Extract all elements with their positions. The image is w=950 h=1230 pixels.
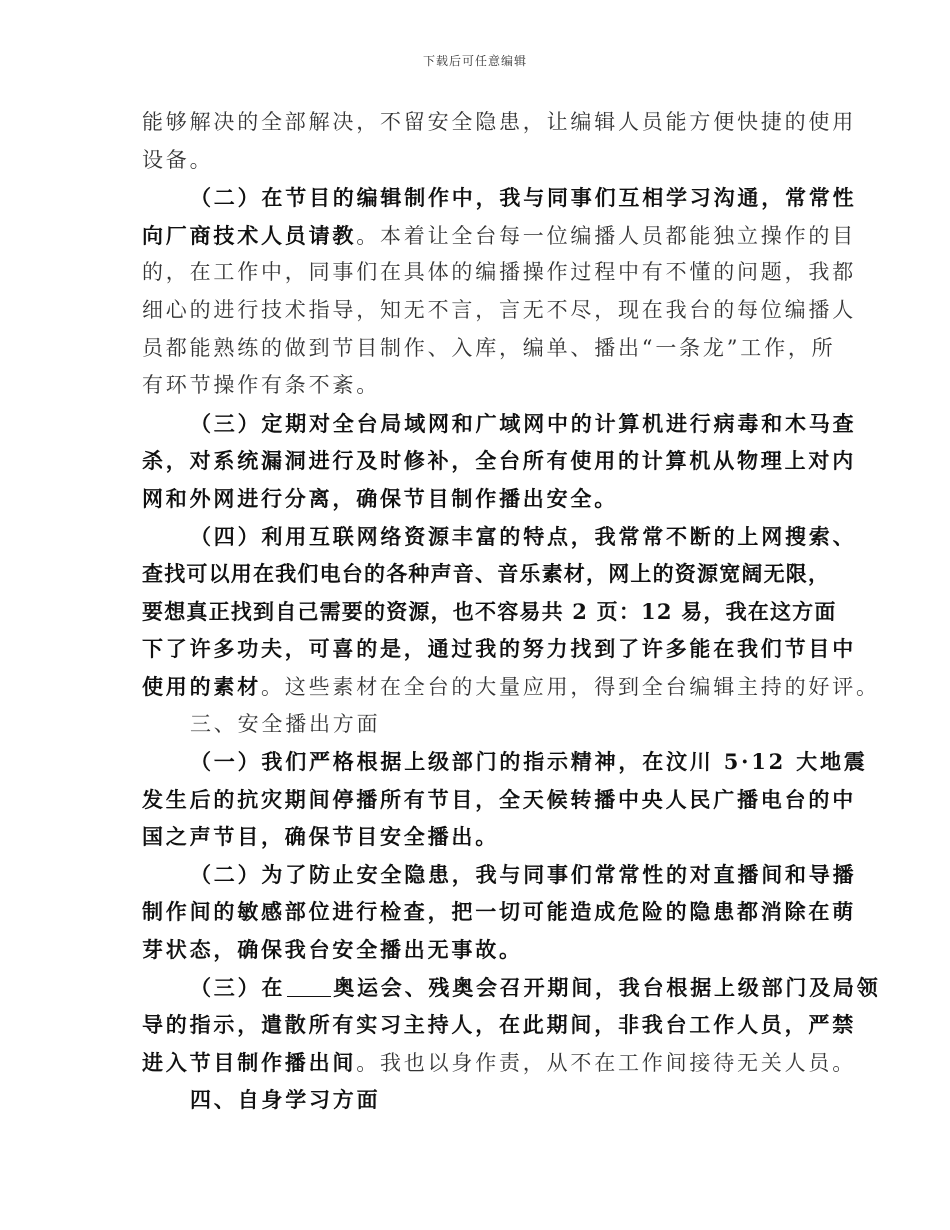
text-line: 的，在工作中，同事们在具体的编播操作过程中有不懂的问题，我都 <box>142 260 856 285</box>
paragraph-heading: （三）定期对全台局域网和广域网中的计算机进行病毒和木马查 <box>190 410 857 436</box>
text-line: 员都能熟练的做到节目制作、入库，编单、播出“一条龙”工作，所 <box>142 335 836 360</box>
text-line: 设备。 <box>142 147 214 172</box>
heading-rest: 奥运会、残奥会召开期间，我台根据上级部门及局领 <box>333 974 881 1000</box>
paragraph-heading <box>142 969 881 1007</box>
paragraph-heading: （二）为了防止安全隐患，我与同事们常常性的对直播间和导播 <box>190 861 857 887</box>
normal-text: 。本着让全台每一位编播人员都能独立操作的目 <box>356 223 857 248</box>
text-line <box>142 1044 857 1082</box>
text-line: 细心的进行技术指导，知无不言，言无不尽，现在我台的每位编播人 <box>142 297 856 322</box>
bold-text: 使用的素材 <box>142 673 261 699</box>
text-line: 有环节操作有条不紊。 <box>142 373 380 398</box>
section-heading: 三、安全播出方面 <box>190 711 381 736</box>
paragraph-heading: （一）我们严格根据上级部门的指示精神，在汶川 5·12 大地震 <box>190 749 868 775</box>
heading-prefix: （三）在 <box>190 974 286 1000</box>
text-line: 导的指示，遣散所有实习主持人，在此期间，非我台工作人员，严禁 <box>142 1012 856 1038</box>
text-line: 下了许多功夫，可喜的是，通过我的努力找到了许多能在我们节目中 <box>142 636 856 662</box>
text-line: 国之声节目，确保节目安全播出。 <box>142 824 499 850</box>
blank-underline <box>287 976 331 997</box>
text-line: 芽状态，确保我台安全播出无事故。 <box>142 937 523 963</box>
text-line: 制作间的敏感部位进行检查，把一切可能造成危险的隐患都消除在萌 <box>142 899 856 925</box>
text-line: 网和外网进行分离，确保节目制作播出安全。 <box>142 485 618 511</box>
text-line: 能够解决的全部解决，不留安全隐患，让编辑人员能方便快捷的使用 <box>142 110 856 134</box>
paragraph-heading: （二）在节目的编辑制作中，我与同事们互相学习沟通，常常性 <box>190 185 857 211</box>
bold-text: 向厂商技术人员请教 <box>142 222 357 248</box>
normal-text: 。我也以身作责，从不在工作间接待无关人员。 <box>356 1050 857 1075</box>
section-heading: 四、自身学习方面 <box>190 1087 381 1113</box>
text-line <box>142 668 880 706</box>
text-line: 查找可以用在我们电台的各种声音、音乐素材，网上的资源宽阔无限， <box>142 561 831 587</box>
normal-text: 。这些素材在全台的大量应用，得到全台编辑主持的好评。 <box>261 674 880 699</box>
text-line: 杀，对系统漏洞进行及时修补，全台所有使用的计算机从物理上对内 <box>142 448 856 474</box>
text-line: 发生后的抗灾期间停播所有节目，全天候转播中央人民广播电台的中 <box>142 786 856 812</box>
document-body <box>142 104 881 1119</box>
text-line: 要想真正找到自己需要的资源，也不容易共 2 页：12 易，我在这方面 <box>142 598 837 624</box>
page-header: 下载后可任意编辑 <box>422 54 527 68</box>
bold-text: 进入节目制作播出间 <box>142 1049 357 1075</box>
paragraph-heading: （四）利用互联网络资源丰富的特点，我常常不断的上网搜索、 <box>190 523 857 549</box>
text-line <box>142 217 857 255</box>
